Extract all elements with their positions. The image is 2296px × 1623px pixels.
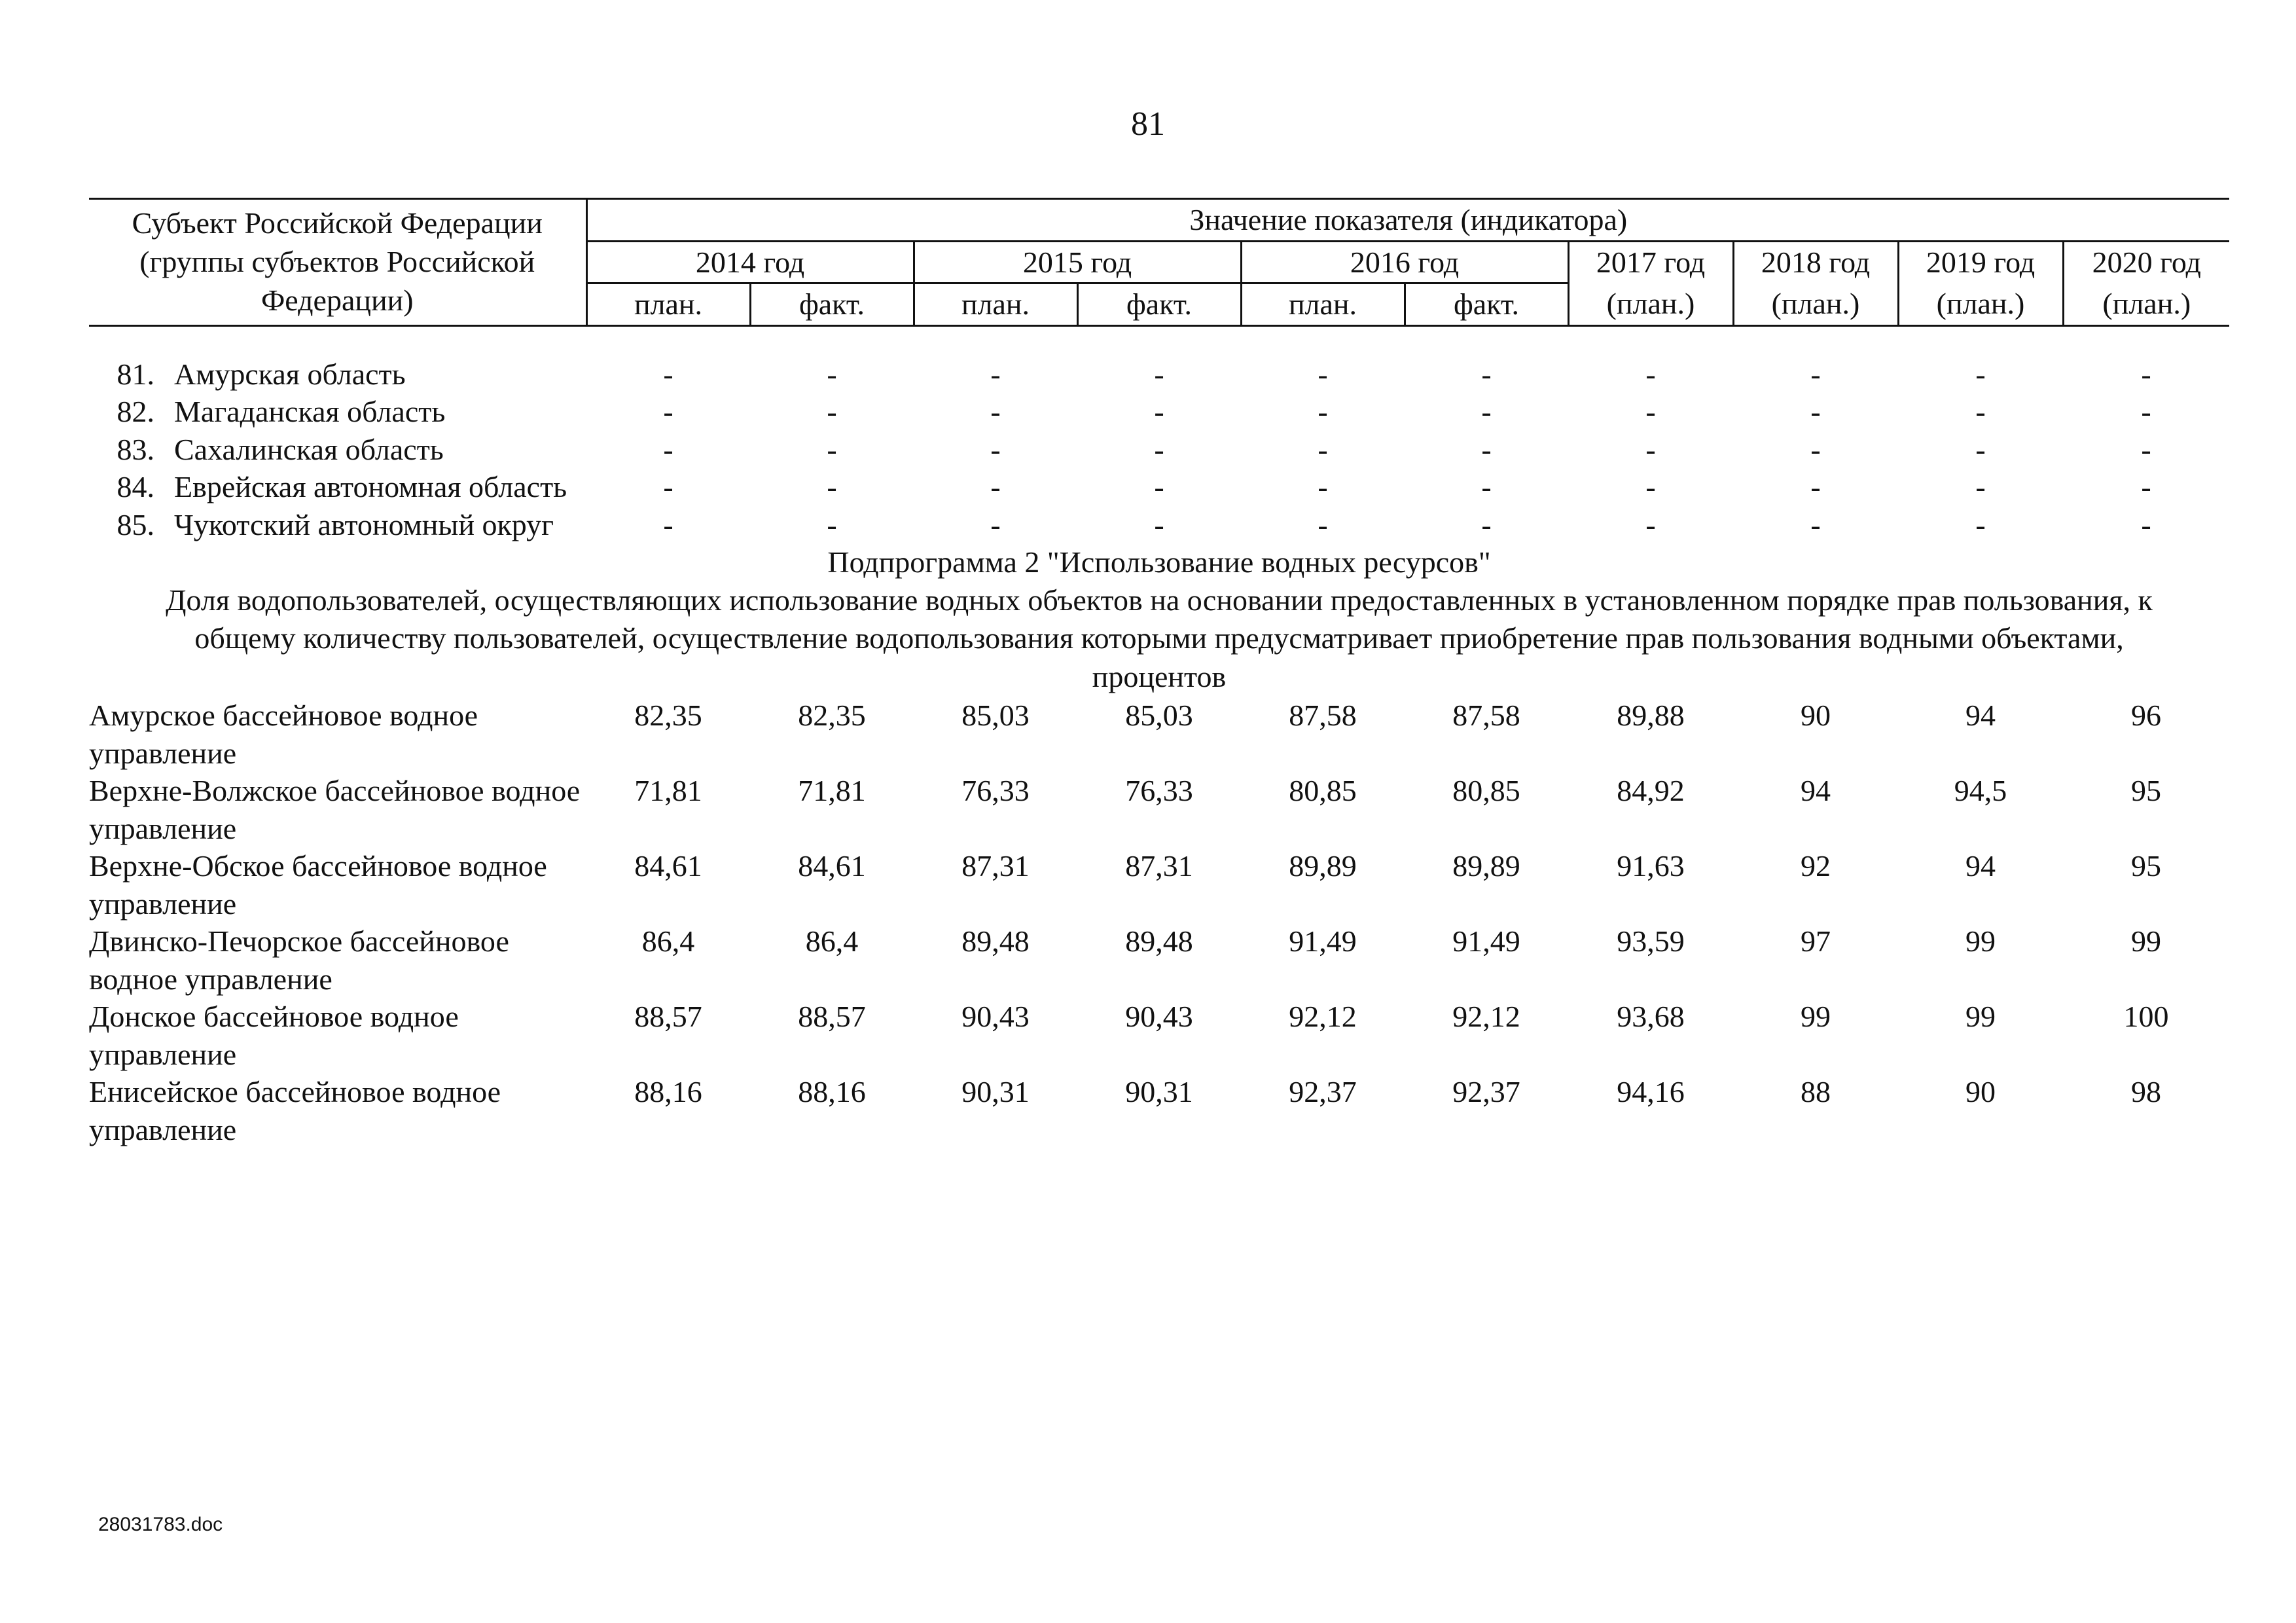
cell-value: - [1481,432,1492,466]
cell-value: 87,31 [961,849,1030,883]
cell-value: 82,35 [634,699,702,733]
table-header [89,199,2229,326]
cell-value: 94 [1965,849,1996,883]
cell-value: - [1810,357,1821,391]
cell-value: 80,85 [1452,774,1520,808]
year-header: 2020 год [2063,241,2229,283]
cell-value: 92 [1801,849,1831,883]
cell-value: 90,31 [1125,1075,1193,1109]
row-number: 84. [117,470,154,503]
cell-value: 71,81 [798,774,866,808]
region-name: Еврейская автономная область [174,470,567,503]
cell-value: - [2141,395,2151,428]
cell-value: 76,33 [961,774,1030,808]
year-header: 2014 год [586,241,914,283]
cell-value: - [1481,470,1492,503]
cell-value: 90,43 [1125,1000,1193,1034]
basin-unit-name: Енисейское бассейновое водное управление [89,1075,501,1146]
cell-value: 80,85 [1289,774,1357,808]
cell-value: 82,35 [798,699,866,733]
cell-value: - [1645,507,1656,541]
table-row [89,506,2229,544]
cell-value: 94 [1965,699,1996,733]
cell-value: 94,16 [1617,1075,1685,1109]
year-header: 2015 год [914,241,1241,283]
cell-value: 88,16 [798,1075,866,1109]
fact-subheader: факт. [1405,283,1568,326]
cell-value: - [1481,357,1492,391]
cell-value: 87,31 [1125,849,1193,883]
cell-value: 94,5 [1954,774,2007,808]
cell-value: 98 [2131,1075,2162,1109]
subject-column-header: Субъект Российской Федерации (группы субъектов Российской Федерации) [89,199,586,326]
cell-value: 93,59 [1617,924,1685,958]
cell-value: 89,48 [1125,924,1193,958]
cell-value: - [1975,357,1986,391]
cell-value: - [827,357,837,391]
cell-value: 100 [2123,1000,2169,1034]
table-row [89,772,2229,847]
region-name: Чукотский автономный округ [174,507,554,541]
row-number: 81. [117,357,154,391]
cell-value: - [827,432,837,466]
cell-value: 89,48 [961,924,1030,958]
cell-value: - [1810,470,1821,503]
cell-value: - [1318,507,1328,541]
cell-value: 96 [2131,699,2162,733]
table-row [89,998,2229,1073]
cell-value: 92,12 [1289,1000,1357,1034]
cell-value: - [1154,470,1164,503]
cell-value: - [663,470,673,503]
cell-value: 84,61 [798,849,866,883]
cell-value: - [663,357,673,391]
cell-value: 99 [2131,924,2162,958]
cell-value: - [1975,507,1986,541]
cell-value: 87,58 [1289,699,1357,733]
row-number: 83. [117,432,154,466]
cell-value: 88,16 [634,1075,702,1109]
cell-value: - [1154,357,1164,391]
table-row [89,468,2229,506]
year-header: 2017 год [1568,241,1733,283]
cell-value: - [990,432,1001,466]
document-id: 28031783.doc [98,1514,223,1535]
table-row [89,356,2229,393]
cell-value: 92,37 [1452,1075,1520,1109]
cell-value: - [1975,432,1986,466]
cell-value: 90 [1965,1075,1996,1109]
cell-value: 87,58 [1452,699,1520,733]
cell-value: 84,92 [1617,774,1685,808]
cell-value: 99 [1965,924,1996,958]
cell-value: 90 [1801,699,1831,733]
cell-value: - [663,507,673,541]
page-number: 81 [1131,105,1165,143]
basin-unit-name: Донское бассейновое водное управление [89,1000,459,1071]
cell-value: 91,63 [1617,849,1685,883]
indicator-table [89,198,2229,1148]
cell-value: - [1154,507,1164,541]
region-name: Сахалинская область [174,432,444,466]
plan-subheader: план. [1241,283,1405,326]
cell-value: - [663,395,673,428]
year-header: 2016 год [1241,241,1568,283]
region-name: Амурская область [174,357,406,391]
cell-value: 89,89 [1289,849,1357,883]
plan-subheader: (план.) [2063,283,2229,326]
cell-value: - [827,395,837,428]
cell-value: - [1318,357,1328,391]
table-row [89,393,2229,431]
cell-value: - [990,357,1001,391]
cell-value: - [1481,507,1492,541]
fact-subheader: факт. [1077,283,1241,326]
cell-value: - [1318,470,1328,503]
basin-unit-name: Верхне-Обское бассейновое водное управление [89,849,547,921]
plan-subheader: (план.) [1733,283,1898,326]
cell-value: 91,49 [1289,924,1357,958]
cell-value: 93,68 [1617,1000,1685,1034]
cell-value: 86,4 [805,924,859,958]
cell-value: 97 [1801,924,1831,958]
cell-value: 71,81 [634,774,702,808]
cell-value: 85,03 [961,699,1030,733]
table-row [89,847,2229,922]
cell-value: 89,88 [1617,699,1685,733]
plan-subheader: (план.) [1568,283,1733,326]
cell-value: - [990,395,1001,428]
row-number: 82. [117,395,154,428]
plan-subheader: (план.) [1898,283,2063,326]
cell-value: - [2141,432,2151,466]
cell-value: - [1645,395,1656,428]
cell-value: - [2141,357,2151,391]
cell-value: 92,37 [1289,1075,1357,1109]
cell-value: - [1154,432,1164,466]
table-row [89,431,2229,469]
cell-value: 84,61 [634,849,702,883]
table-row [89,922,2229,998]
subprogram-title: Подпрограмма 2 "Использование водных ресурсов" [827,545,1491,579]
cell-value: 76,33 [1125,774,1193,808]
cell-value: - [1318,395,1328,428]
cell-value: 90,43 [961,1000,1030,1034]
table-row [89,697,2229,772]
cell-value: 88,57 [798,1000,866,1034]
cell-value: - [990,470,1001,503]
cell-value: - [990,507,1001,541]
row-number: 85. [117,507,154,541]
indicator-header: Значение показателя (индикатора) [586,199,2229,242]
cell-value: - [2141,507,2151,541]
cell-value: - [1154,395,1164,428]
fact-subheader: факт. [750,283,914,326]
cell-value: 95 [2131,774,2162,808]
cell-value: - [1645,432,1656,466]
cell-value: - [827,470,837,503]
cell-value: - [1810,507,1821,541]
cell-value: 88 [1801,1075,1831,1109]
cell-value: - [1810,432,1821,466]
cell-value: 99 [1965,1000,1996,1034]
cell-value: - [1481,395,1492,428]
cell-value: 92,12 [1452,1000,1520,1034]
cell-value: - [827,507,837,541]
region-name: Магаданская область [174,395,446,428]
cell-value: 90,31 [961,1075,1030,1109]
cell-value: 95 [2131,849,2162,883]
cell-value: 88,57 [634,1000,702,1034]
plan-subheader: план. [914,283,1077,326]
table-row [89,1073,2229,1148]
cell-value: 99 [1801,1000,1831,1034]
cell-value: - [1975,470,1986,503]
cell-value: 89,89 [1452,849,1520,883]
cell-value: 91,49 [1452,924,1520,958]
cell-value: - [663,432,673,466]
year-header: 2018 год [1733,241,1898,283]
cell-value: - [1645,470,1656,503]
basin-unit-name: Амурское бассейновое водное управление [89,699,478,770]
basin-unit-name: Двинско-Печорское бассейновое водное управление [89,924,509,996]
cell-value: - [1645,357,1656,391]
cell-value: 85,03 [1125,699,1193,733]
cell-value: - [1318,432,1328,466]
basin-unit-name: Верхне-Волжское бассейновое водное управление [89,774,581,845]
cell-value: - [1975,395,1986,428]
cell-value: 86,4 [641,924,695,958]
cell-value: - [1810,395,1821,428]
plan-subheader: план. [586,283,750,326]
regions-body [89,325,2229,1148]
cell-value: - [2141,470,2151,503]
cell-value: 94 [1801,774,1831,808]
indicator-title: Доля водопользователей, осуществляющих использование водных объектов на основании предоставленных в установленном порядке прав пользования, к общему количеству пользователей, осуществление водопользования которыми предусматривает приобретение прав пользования водными объектами, процентов [166,583,2153,694]
year-header: 2019 год [1898,241,2063,283]
